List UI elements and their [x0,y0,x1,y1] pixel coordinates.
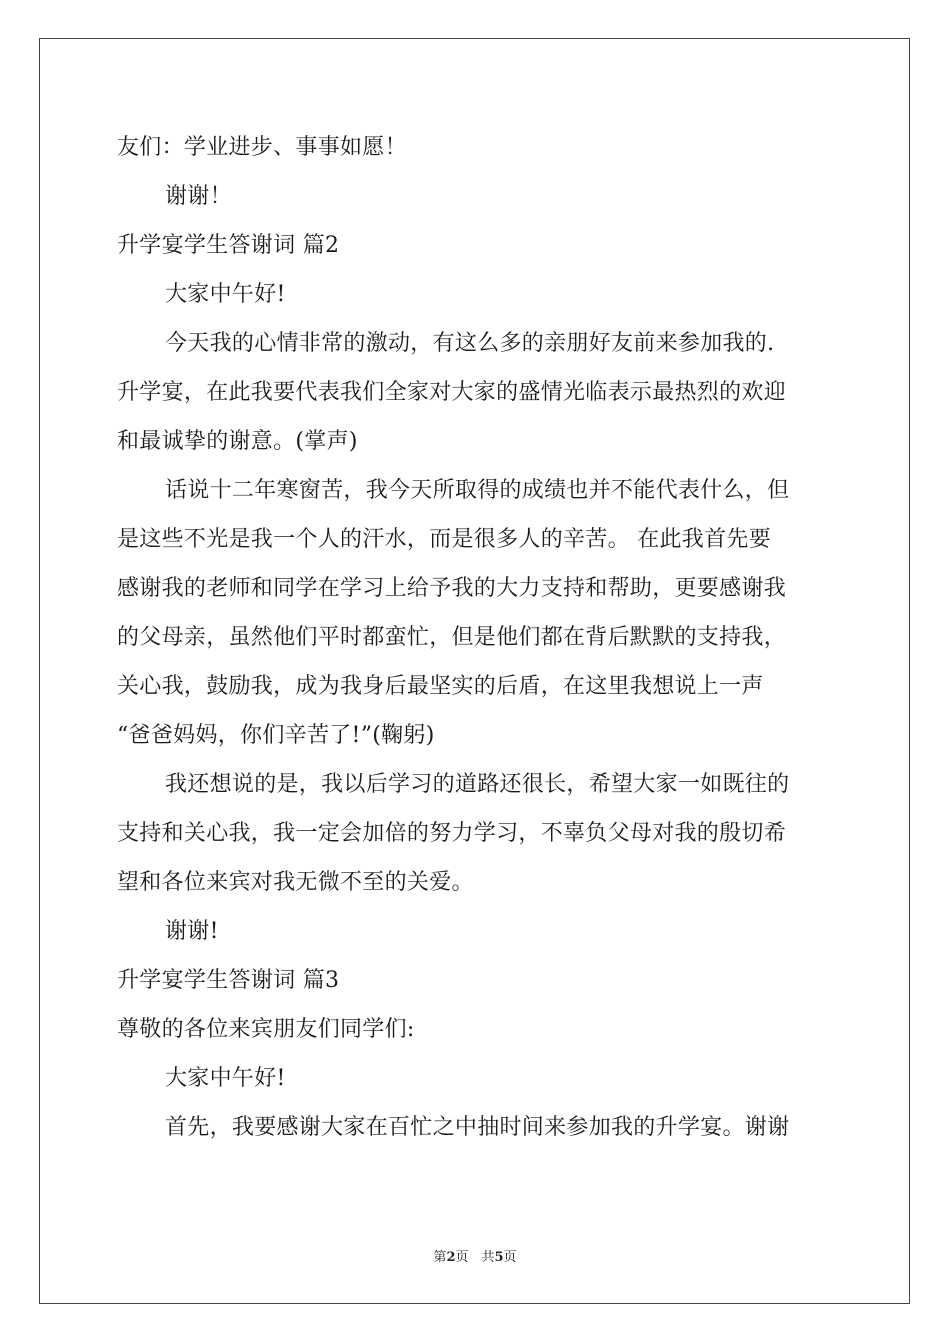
text-line: 友们：学业进步、事事如愿！ [117,135,407,160]
section-heading: 升学宴学生答谢词 篇2 [117,233,340,258]
text-line: 尊敬的各位来宾朋友们同学们: [117,1017,415,1042]
page-number [0,1246,950,1265]
document-body [117,128,837,1157]
text-line: 是这些不光是我一个人的汗水，而是很多人的辛苦。 在此我首先要 [117,527,771,552]
text-line: 话说十二年寒窗苦，我今天所取得的成绩也并不能代表什么，但 [165,478,790,503]
text-line: 升学宴，在此我要代表我们全家对大家的盛情光临表示最热烈的欢迎 [117,380,787,405]
text-line: 首先，我要感谢大家在百忙之中抽时间来参加我的升学宴。谢谢 [165,1115,790,1140]
page-number-mid: 页 共 [455,1250,495,1265]
text-line: 和最诚挚的谢意。(掌声) [117,429,358,454]
text-line: 大家中午好! [165,1066,286,1091]
page-number-suffix: 页 [503,1250,517,1265]
text-line: 大家中午好! [165,282,286,307]
text-line: 谢谢! [165,919,219,944]
text-line: 今天我的心情非常的激动，有这么多的亲朋好友前来参加我的. [165,331,775,356]
text-line: 谢谢！ [165,184,232,209]
text-line: 支持和关心我，我一定会加倍的努力学习，不辜负父母对我的殷切希 [117,821,787,846]
text-line: 的父母亲，虽然他们平时都蛮忙，但是他们都在背后默默的支持我， [117,625,787,650]
page-number-prefix: 第 [433,1250,447,1265]
total-page-number: 5 [494,1250,504,1265]
section-heading: 升学宴学生答谢词 篇3 [117,968,340,993]
text-line: 望和各位来宾对我无微不至的关爱。 [117,870,474,895]
current-page-number: 2 [446,1250,456,1265]
text-line: 关心我，鼓励我，成为我身后最坚实的后盾，在这里我想说上一声 [117,674,764,699]
text-line: “爸爸妈妈，你们辛苦了!”(鞠躬) [117,723,435,748]
text-line: 感谢我的老师和同学在学习上给予我的大力支持和帮助，更要感谢我 [117,576,787,601]
text-line: 我还想说的是，我以后学习的道路还很长，希望大家一如既往的 [165,772,790,797]
